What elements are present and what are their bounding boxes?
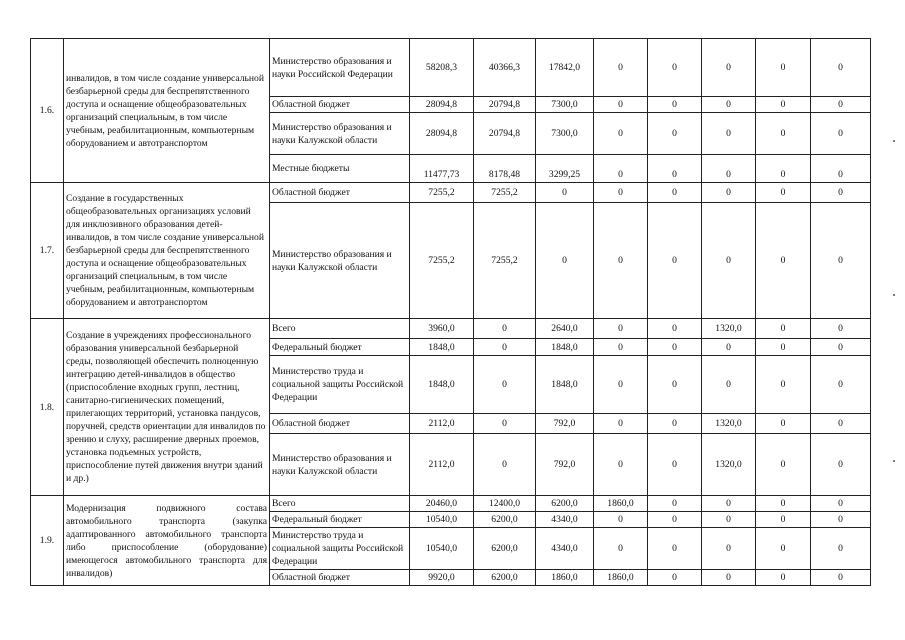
value-total: 1848,0 <box>410 339 474 356</box>
value-cell: 0 <box>648 203 702 319</box>
value-cell: 0 <box>811 319 871 339</box>
value-cell: 12400,0 <box>474 496 536 512</box>
value-cell: 3299,25 <box>536 155 594 183</box>
value-cell: 0 <box>474 319 536 339</box>
row-number: 1.9. <box>31 496 64 586</box>
value-total: 28094,8 <box>410 97 474 113</box>
value-cell: 0 <box>756 414 811 434</box>
value-cell: 0 <box>756 183 811 203</box>
funding-source: Областной бюджет <box>270 570 410 586</box>
value-cell: 0 <box>702 356 756 414</box>
value-cell: 1848,0 <box>536 356 594 414</box>
value-cell: 0 <box>756 528 811 570</box>
value-total: 11477,73 <box>410 155 474 183</box>
value-cell: 0 <box>474 434 536 496</box>
value-total: 9920,0 <box>410 570 474 586</box>
value-cell: 7255,2 <box>474 183 536 203</box>
value-cell: 0 <box>702 512 756 528</box>
value-cell: 0 <box>702 528 756 570</box>
value-total: 58208,3 <box>410 39 474 97</box>
value-cell: 0 <box>594 113 648 155</box>
value-cell: 0 <box>811 496 871 512</box>
value-cell: 6200,0 <box>474 512 536 528</box>
value-cell: 0 <box>811 183 871 203</box>
value-cell: 0 <box>594 155 648 183</box>
funding-source: Министерство труда и социальной защиты Российской Федерации <box>270 528 410 570</box>
value-cell: 0 <box>811 339 871 356</box>
funding-source: Министерство образования и науки Калужской области <box>270 113 410 155</box>
value-cell: 0 <box>756 512 811 528</box>
value-cell: 20794,8 <box>474 113 536 155</box>
value-cell: 0 <box>756 339 811 356</box>
scan-dot <box>893 140 895 142</box>
value-cell: 0 <box>756 319 811 339</box>
value-total: 3960,0 <box>410 319 474 339</box>
funding-source: Местные бюджеты <box>270 155 410 183</box>
value-total: 7255,2 <box>410 183 474 203</box>
measure-description: Модернизация подвижного состава автомобильного транспорта (закупка адаптированного автомобильного транспорта либо приспособление (оборудование) имеющегося автомобильного транспорта для инвалидов) <box>64 496 270 586</box>
value-cell: 0 <box>702 339 756 356</box>
measure-description: Создание в государственных общеобразовательных организациях условий для инклюзивного образования детей-инвалидов, в том числе создание универсальной безбарьерной среды для беспрепятственного доступа и оснащение общеобразовательных организаций специальным, в том числе учебным, реабилитационным, компьютерным оборудованием и автотранспортом <box>64 183 270 319</box>
table-row <box>31 319 871 339</box>
table-row <box>31 496 871 512</box>
value-cell: 17842,0 <box>536 39 594 97</box>
value-cell: 0 <box>594 203 648 319</box>
value-cell: 0 <box>756 97 811 113</box>
funding-source: Федеральный бюджет <box>270 512 410 528</box>
value-cell: 0 <box>756 203 811 319</box>
value-cell: 0 <box>648 496 702 512</box>
funding-source: Областной бюджет <box>270 183 410 203</box>
value-cell: 1320,0 <box>702 434 756 496</box>
value-cell: 1848,0 <box>536 339 594 356</box>
value-cell: 0 <box>756 155 811 183</box>
value-cell: 0 <box>648 97 702 113</box>
table-row <box>31 183 871 203</box>
value-cell: 0 <box>594 319 648 339</box>
value-cell: 0 <box>756 496 811 512</box>
value-cell: 0 <box>594 356 648 414</box>
funding-source: Всего <box>270 319 410 339</box>
value-cell: 0 <box>811 203 871 319</box>
value-cell: 4340,0 <box>536 528 594 570</box>
funding-source: Министерство образования и науки Российской Федерации <box>270 39 410 97</box>
value-cell: 0 <box>648 183 702 203</box>
value-cell: 0 <box>811 414 871 434</box>
value-cell: 0 <box>811 39 871 97</box>
value-cell: 0 <box>811 113 871 155</box>
value-cell: 0 <box>756 356 811 414</box>
value-cell: 1320,0 <box>702 414 756 434</box>
value-cell: 6200,0 <box>474 528 536 570</box>
value-cell: 0 <box>811 356 871 414</box>
value-total: 2112,0 <box>410 434 474 496</box>
value-cell: 0 <box>648 570 702 586</box>
value-cell: 0 <box>702 570 756 586</box>
value-cell: 0 <box>702 155 756 183</box>
value-cell: 0 <box>474 414 536 434</box>
value-cell: 0 <box>702 183 756 203</box>
value-cell: 0 <box>811 570 871 586</box>
funding-source: Министерство труда и социальной защиты Российской Федерации <box>270 356 410 414</box>
row-number: 1.8. <box>31 319 64 496</box>
funding-source: Областной бюджет <box>270 414 410 434</box>
row-number: 1.6. <box>31 39 64 183</box>
value-cell: 1860,0 <box>594 570 648 586</box>
value-cell: 0 <box>811 528 871 570</box>
scan-dot <box>893 294 895 296</box>
value-cell: 40366,3 <box>474 39 536 97</box>
value-cell: 0 <box>648 512 702 528</box>
value-cell: 0 <box>594 434 648 496</box>
value-cell: 0 <box>756 39 811 97</box>
funding-source: Министерство образования и науки Калужской области <box>270 434 410 496</box>
value-cell: 8178,48 <box>474 155 536 183</box>
value-cell: 0 <box>594 414 648 434</box>
value-cell: 0 <box>536 203 594 319</box>
value-cell: 0 <box>702 496 756 512</box>
value-cell: 0 <box>648 339 702 356</box>
funding-source: Министерство образования и науки Калужской области <box>270 203 410 319</box>
value-cell: 0 <box>811 155 871 183</box>
value-cell: 0 <box>594 528 648 570</box>
value-cell: 7300,0 <box>536 97 594 113</box>
value-cell: 0 <box>702 113 756 155</box>
value-cell: 1860,0 <box>536 570 594 586</box>
value-cell: 0 <box>536 183 594 203</box>
value-cell: 0 <box>648 39 702 97</box>
value-cell: 0 <box>648 414 702 434</box>
budget-table <box>30 38 871 586</box>
scan-dot <box>893 460 895 462</box>
value-cell: 0 <box>756 434 811 496</box>
value-cell: 0 <box>648 113 702 155</box>
value-cell: 0 <box>594 39 648 97</box>
value-cell: 0 <box>756 570 811 586</box>
value-cell: 0 <box>474 356 536 414</box>
value-cell: 0 <box>648 528 702 570</box>
value-cell: 0 <box>594 97 648 113</box>
value-cell: 0 <box>811 97 871 113</box>
value-cell: 0 <box>702 97 756 113</box>
measure-description: Создание в учреждениях профессионального образования универсальной безбарьерной среды, позволяющей обеспечить полноценную интеграцию детей-инвалидов в общество (приспособление входных групп, лестниц, санитарно-гигиенических помещений, прилегающих территорий, установка пандусов, поручней, средств ориентации для инвалидов по зрению и слуху, расширение дверных проемов, установка подъемных устройств, приспособление путей движения внутри зданий и др.) <box>64 319 270 496</box>
funding-source: Всего <box>270 496 410 512</box>
value-cell: 0 <box>594 339 648 356</box>
value-cell: 4340,0 <box>536 512 594 528</box>
value-cell: 6200,0 <box>536 496 594 512</box>
value-cell: 792,0 <box>536 434 594 496</box>
value-cell: 0 <box>756 113 811 155</box>
value-cell: 0 <box>648 319 702 339</box>
row-number: 1.7. <box>31 183 64 319</box>
value-cell: 7300,0 <box>536 113 594 155</box>
value-total: 10540,0 <box>410 528 474 570</box>
value-cell: 0 <box>648 356 702 414</box>
value-total: 7255,2 <box>410 203 474 319</box>
value-cell: 6200,0 <box>474 570 536 586</box>
funding-source: Федеральный бюджет <box>270 339 410 356</box>
value-cell: 0 <box>702 39 756 97</box>
value-total: 2112,0 <box>410 414 474 434</box>
value-cell: 0 <box>648 155 702 183</box>
funding-source: Областной бюджет <box>270 97 410 113</box>
value-total: 10540,0 <box>410 512 474 528</box>
value-total: 1848,0 <box>410 356 474 414</box>
value-cell: 0 <box>594 512 648 528</box>
value-cell: 1320,0 <box>702 319 756 339</box>
value-cell: 0 <box>474 339 536 356</box>
value-total: 28094,8 <box>410 113 474 155</box>
value-total: 20460,0 <box>410 496 474 512</box>
value-cell: 0 <box>594 183 648 203</box>
value-cell: 1860,0 <box>594 496 648 512</box>
value-cell: 20794,8 <box>474 97 536 113</box>
value-cell: 0 <box>811 434 871 496</box>
value-cell: 0 <box>702 203 756 319</box>
value-cell: 7255,2 <box>474 203 536 319</box>
value-cell: 2640,0 <box>536 319 594 339</box>
table-row <box>31 39 871 97</box>
value-cell: 0 <box>811 512 871 528</box>
value-cell: 792,0 <box>536 414 594 434</box>
value-cell: 0 <box>648 434 702 496</box>
measure-description: инвалидов, в том числе создание универсальной безбарьерной среды для беспрепятственного доступа и оснащение общеобразовательных организаций специальным, в том числе учебным, реабилитационным, компьютерным оборудованием и автотранспортом <box>64 39 270 183</box>
